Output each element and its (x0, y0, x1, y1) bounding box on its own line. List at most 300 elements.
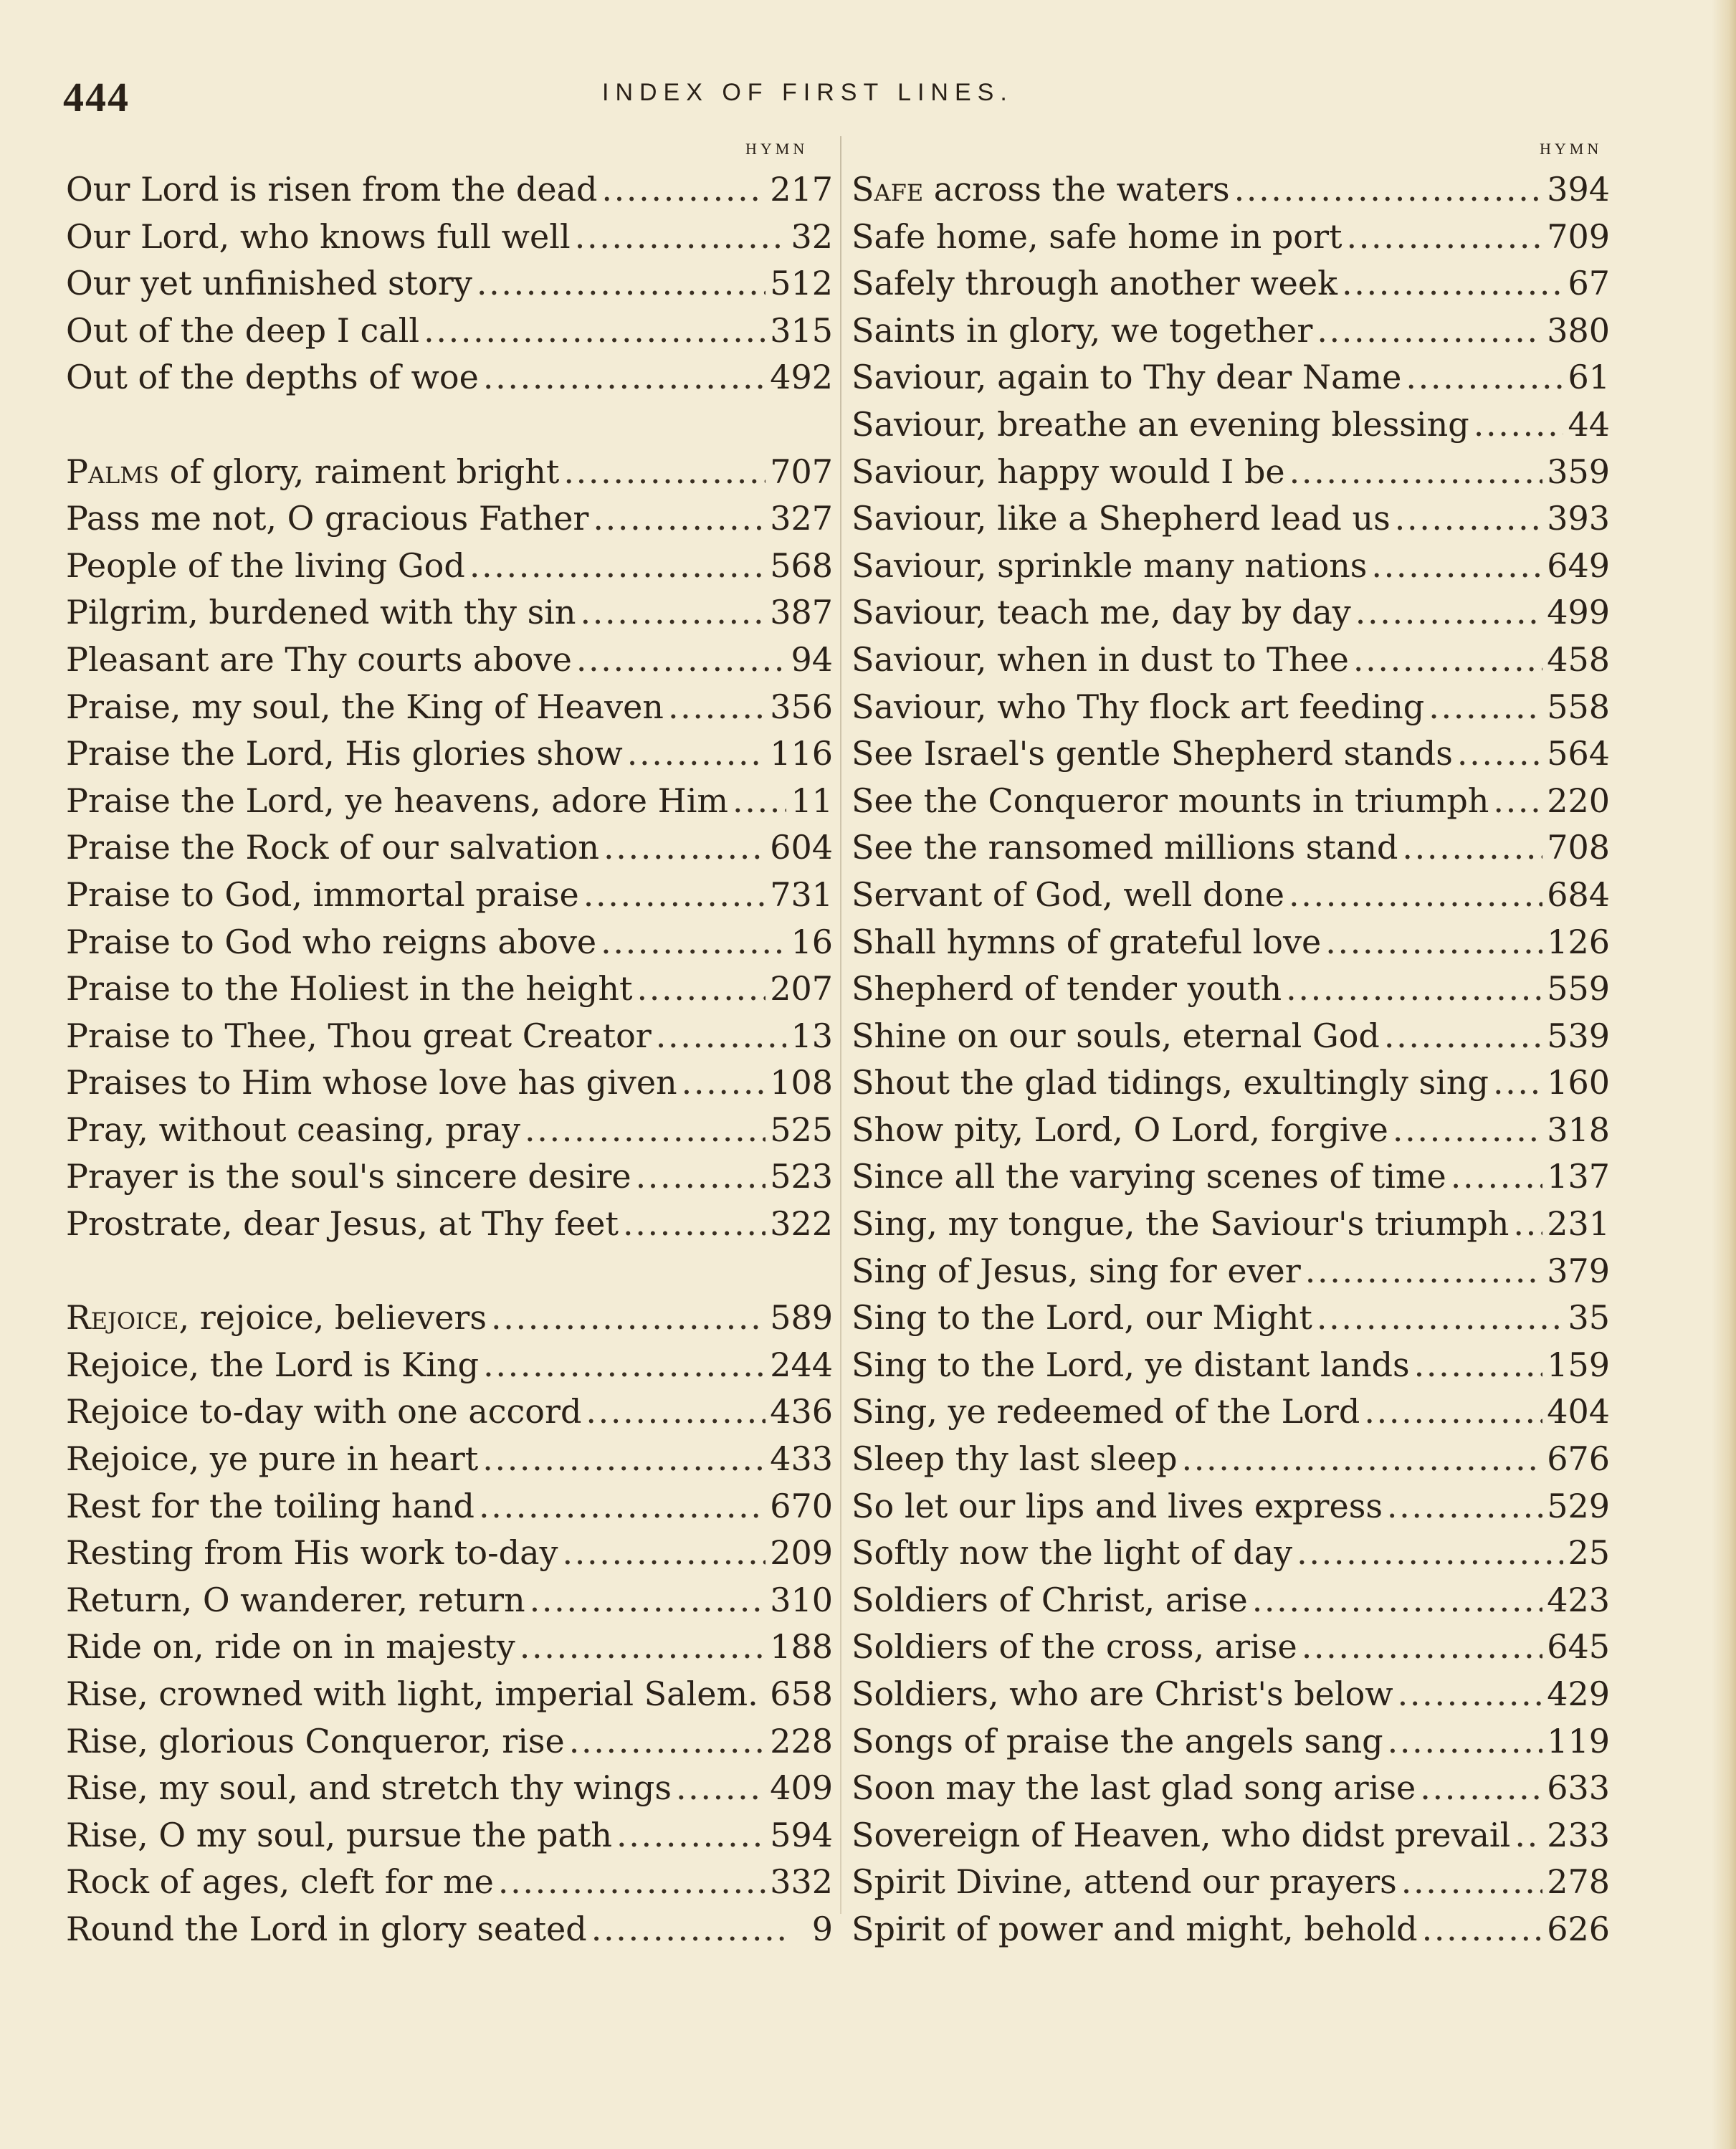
first-line-words: Saviour, breathe an evening blessing (852, 404, 1469, 444)
first-line-words: Shine on our souls, eternal God (852, 1016, 1380, 1055)
hymn-number: 589 (770, 1298, 833, 1338)
dot-leader (483, 354, 766, 401)
first-line-text (66, 214, 571, 261)
dot-leader (483, 1342, 766, 1389)
first-line-text (852, 1388, 1360, 1436)
first-line-words: Saviour, like a Shepherd lead us (852, 499, 1391, 538)
first-line-words: Praise, my soul, the King of Heaven (66, 687, 664, 726)
hymn-number: 116 (770, 734, 833, 773)
dot-leader (1398, 1671, 1543, 1718)
index-entry (852, 872, 1610, 919)
hymn-number: 529 (1547, 1486, 1610, 1525)
hymn-number: 404 (1547, 1392, 1610, 1431)
index-entry (66, 1295, 833, 1342)
first-line-text (852, 1765, 1416, 1812)
first-line-text (66, 1906, 587, 1953)
first-line-words: Sing to the Lord, ye distant lands (852, 1345, 1410, 1384)
dot-leader (1355, 589, 1542, 637)
first-line-text (852, 1718, 1383, 1766)
first-line-words: Saviour, sprinkle many nations (852, 545, 1368, 585)
index-entry (66, 1624, 833, 1671)
dot-leader (575, 214, 787, 261)
dot-leader (636, 1153, 766, 1201)
index-entry (852, 637, 1610, 684)
index-entry (66, 1153, 833, 1201)
section-lead-word: Palms (66, 452, 159, 491)
hymn-number: 327 (770, 499, 833, 538)
first-line-words: Softly now the light of day (852, 1533, 1293, 1573)
section-spacer (66, 401, 833, 449)
dot-leader (668, 684, 766, 731)
first-line-text (852, 1201, 1509, 1248)
first-line-words: across the waters (923, 170, 1230, 209)
first-line-text (66, 1859, 494, 1906)
page-number: 444 (63, 74, 130, 120)
index-entry (66, 1812, 833, 1859)
index-entry (66, 495, 833, 543)
hymn-number: 708 (1547, 828, 1610, 867)
index-entry (852, 778, 1610, 825)
first-line-words: Saviour, again to Thy dear Name (852, 358, 1402, 397)
first-line-text (852, 260, 1337, 308)
hymn-number: 393 (1547, 499, 1610, 538)
first-line-words: Soldiers of Christ, arise (852, 1580, 1248, 1619)
first-line-text (852, 166, 1230, 214)
first-line-text (852, 354, 1401, 401)
first-line-words: Servant of God, well done (852, 875, 1284, 914)
section-lead-word: Rejoice (66, 1298, 179, 1338)
right-column-label: HYMN (1540, 140, 1603, 158)
first-line-words: Shall hymns of grateful love (852, 922, 1322, 961)
first-line-words: Out of the depths of woe (66, 358, 479, 397)
first-line-text (66, 1718, 565, 1766)
hymn-number: 32 (791, 216, 833, 256)
dot-leader (1297, 1530, 1563, 1577)
first-line-words: Saviour, teach me, day by day (852, 593, 1351, 632)
hymn-number: 126 (1547, 922, 1610, 961)
index-entry (66, 1530, 833, 1577)
dot-leader (1252, 1577, 1543, 1624)
hymn-number: 233 (1547, 1815, 1610, 1854)
first-line-words: Rest for the toiling hand (66, 1486, 474, 1525)
index-entry (852, 166, 1610, 214)
dot-leader (469, 543, 766, 590)
first-line-words: Saviour, when in dust to Thee (852, 639, 1349, 679)
first-line-words: Ride on, ride on in majesty (66, 1627, 515, 1667)
first-line-words: Resting from His work to-day (66, 1533, 558, 1573)
index-entry (66, 354, 833, 401)
first-line-text (66, 166, 597, 214)
first-line-words: Praise to God who reigns above (66, 922, 597, 961)
dot-leader (601, 919, 786, 966)
hymn-number: 387 (770, 593, 833, 632)
hymn-number: 231 (1547, 1204, 1610, 1244)
first-line-text (66, 824, 599, 872)
first-line-text (66, 1671, 758, 1718)
hymn-number: 525 (770, 1110, 833, 1149)
dot-leader (1289, 449, 1543, 496)
index-entry (852, 1859, 1610, 1906)
index-entry (852, 1295, 1610, 1342)
hymn-number: 423 (1547, 1580, 1610, 1619)
first-line-text (66, 1153, 631, 1201)
dot-leader (1429, 684, 1542, 731)
first-line-words: Pleasant are Thy courts above (66, 639, 572, 679)
dot-leader (498, 1859, 766, 1906)
dot-leader (1234, 166, 1543, 214)
first-line-words: , rejoice, believers (178, 1298, 487, 1338)
dot-leader (1364, 1388, 1542, 1436)
dot-leader (563, 449, 766, 496)
dot-leader (1305, 1248, 1542, 1295)
first-line-words: Pass me not, O gracious Father (66, 499, 589, 538)
index-entry (852, 308, 1610, 355)
dot-leader (581, 589, 766, 637)
hymn-number: 159 (1547, 1345, 1610, 1384)
section-lead-word: Safe (852, 170, 924, 209)
first-line-text (66, 589, 576, 637)
hymn-number: 228 (770, 1721, 833, 1760)
index-entry (852, 1248, 1610, 1295)
first-line-words: Safe home, safe home in port (852, 216, 1342, 256)
dot-leader (1302, 1624, 1543, 1671)
first-line-words: Return, O wanderer, return (66, 1580, 525, 1619)
first-line-words: Pray, without ceasing, pray (66, 1110, 521, 1149)
hymn-number: 731 (770, 875, 833, 914)
first-line-words: Songs of praise the angels sang (852, 1721, 1383, 1760)
dot-leader (1182, 1436, 1543, 1483)
first-line-text (852, 214, 1342, 261)
index-entry (852, 1388, 1610, 1436)
first-line-text (852, 1483, 1383, 1530)
first-line-words: Shepherd of tender youth (852, 969, 1282, 1009)
index-entry (66, 1483, 833, 1530)
dot-leader (1387, 1483, 1542, 1530)
first-line-words: Our Lord is risen from the dead (66, 170, 598, 209)
dot-leader (604, 824, 766, 872)
first-line-text (66, 1483, 474, 1530)
hymn-number: 13 (791, 1016, 833, 1055)
hymn-number: 633 (1547, 1768, 1610, 1808)
index-entry (852, 1906, 1610, 1953)
dot-leader (1422, 1906, 1543, 1953)
dot-leader (1289, 872, 1542, 919)
first-line-text (852, 1812, 1510, 1859)
index-entry (852, 1436, 1610, 1483)
first-line-words: Praise the Lord, ye heavens, adore Him (66, 781, 729, 820)
dot-leader (1342, 260, 1563, 308)
hymn-number: 11 (791, 781, 833, 820)
hymn-number: 108 (770, 1063, 833, 1102)
dot-leader (1346, 214, 1542, 261)
first-line-words: Sing to the Lord, our Might (852, 1298, 1312, 1338)
hymn-number: 684 (1547, 875, 1610, 914)
first-line-text (66, 966, 633, 1013)
index-entry (852, 449, 1610, 496)
hymn-number: 278 (1547, 1862, 1610, 1902)
first-line-text (66, 1436, 478, 1483)
first-line-words: of glory, raiment bright (159, 452, 560, 491)
first-line-text (852, 1153, 1446, 1201)
first-line-text (852, 495, 1391, 543)
first-line-words: Rise, my soul, and stretch thy wings (66, 1768, 672, 1808)
first-line-text (66, 495, 588, 543)
index-entry (66, 1671, 833, 1718)
dot-leader (563, 1530, 766, 1577)
dot-leader (1406, 354, 1563, 401)
hymn-number: 676 (1547, 1439, 1610, 1479)
first-line-text (66, 1624, 515, 1671)
index-entry (852, 1530, 1610, 1577)
first-line-words: Rise, crowned with light, imperial Salem. (66, 1674, 758, 1713)
index-entry (66, 1436, 833, 1483)
first-line-text (66, 308, 419, 355)
first-line-text (852, 1107, 1388, 1154)
first-line-text (66, 1201, 619, 1248)
index-entry (66, 449, 833, 496)
hymn-number: 594 (770, 1815, 833, 1854)
dot-leader (1317, 1295, 1564, 1342)
first-line-text (852, 1624, 1297, 1671)
first-line-words: Shout the glad tidings, exultingly sing (852, 1063, 1489, 1102)
first-line-words: Our Lord, who knows full well (66, 216, 571, 256)
first-line-text (852, 1906, 1418, 1953)
column-divider (840, 136, 841, 1914)
dot-leader (733, 778, 786, 825)
first-line-text (852, 1342, 1410, 1389)
first-line-text (66, 1765, 672, 1812)
index-entry (66, 1577, 833, 1624)
left-index-column (66, 166, 833, 1953)
hymn-number: 207 (770, 969, 833, 1009)
dot-leader (1384, 1013, 1542, 1060)
dot-leader (1451, 1153, 1542, 1201)
first-line-words: Soon may the last glad song arise (852, 1768, 1416, 1808)
dot-leader (586, 1388, 766, 1436)
hymn-number: 25 (1568, 1533, 1610, 1573)
running-head: INDEX OF FIRST LINES. (602, 79, 1014, 106)
first-line-words: Saviour, happy would I be (852, 452, 1285, 491)
index-entry (852, 730, 1610, 778)
index-entry (852, 589, 1610, 637)
first-line-text (852, 1671, 1393, 1718)
index-entry (852, 1483, 1610, 1530)
dot-leader (1371, 543, 1542, 590)
dot-leader (1286, 966, 1542, 1013)
dot-leader (623, 1201, 766, 1248)
index-entry (852, 1624, 1610, 1671)
dot-leader (1414, 1342, 1543, 1389)
hymn-number: 645 (1547, 1627, 1610, 1667)
first-line-text (852, 684, 1424, 731)
first-line-words: Rise, glorious Conqueror, rise (66, 1721, 565, 1760)
first-line-words: Rejoice, the Lord is King (66, 1345, 480, 1384)
first-line-words: Prostrate, dear Jesus, at Thy feet (66, 1204, 619, 1244)
dot-leader (569, 1718, 766, 1766)
first-line-words: See the ransomed millions stand (852, 828, 1398, 867)
hymn-number: 409 (770, 1768, 833, 1808)
hymn-number: 44 (1568, 404, 1610, 444)
first-line-words: Praise to God, immortal praise (66, 875, 579, 914)
first-line-text (66, 543, 465, 590)
first-line-text (66, 637, 572, 684)
dot-leader (479, 1483, 766, 1530)
first-line-text (66, 872, 579, 919)
hymn-number: 429 (1547, 1674, 1610, 1713)
first-line-text (852, 824, 1398, 872)
index-entry (66, 730, 833, 778)
dot-leader (1402, 824, 1542, 872)
first-line-words: Rejoice to-day with one accord (66, 1392, 582, 1431)
hymn-number: 458 (1547, 639, 1610, 679)
first-line-text (66, 919, 596, 966)
hymn-number: 310 (770, 1580, 833, 1619)
first-line-words: Rejoice, ye pure in heart (66, 1439, 479, 1479)
first-line-text (852, 449, 1285, 496)
dot-leader (1493, 778, 1542, 825)
first-line-words: Rock of ages, cleft for me (66, 1862, 494, 1902)
index-entry (852, 1107, 1610, 1154)
first-line-words: Spirit of power and might, behold (852, 1909, 1418, 1948)
dot-leader (1420, 1765, 1542, 1812)
hymn-number: 318 (1547, 1110, 1610, 1149)
index-entry (66, 824, 833, 872)
dot-leader (520, 1624, 766, 1671)
hymn-number: 220 (1547, 781, 1610, 820)
hymn-number: 499 (1547, 593, 1610, 632)
dot-leader (656, 1013, 787, 1060)
hymn-number: 433 (770, 1439, 833, 1479)
dot-leader (1401, 1859, 1542, 1906)
dot-leader (1317, 308, 1542, 355)
first-line-text (852, 401, 1469, 449)
index-entry (66, 872, 833, 919)
hymn-number: 359 (1547, 452, 1610, 491)
index-entry (66, 778, 833, 825)
index-entry (852, 919, 1610, 966)
hymn-number: 356 (770, 687, 833, 726)
right-index-column (852, 166, 1610, 1953)
first-line-text (66, 260, 472, 308)
first-line-text (852, 543, 1367, 590)
dot-leader (525, 1107, 766, 1154)
dot-leader (593, 495, 766, 543)
hymn-number: 315 (770, 310, 833, 350)
hymn-number: 523 (770, 1157, 833, 1196)
first-line-words: Praise to the Holiest in the height (66, 969, 633, 1009)
first-line-words: Sleep thy last sleep (852, 1439, 1178, 1479)
first-line-words: Saints in glory, we together (852, 310, 1313, 350)
first-line-words: Praise the Rock of our salvation (66, 828, 600, 867)
first-line-words: Pilgrim, burdened with thy sin (66, 593, 576, 632)
dot-leader (627, 730, 766, 778)
first-line-text (852, 1577, 1248, 1624)
page-edge-shading (1712, 0, 1736, 2149)
index-entry (852, 1201, 1610, 1248)
dot-leader (676, 1765, 766, 1812)
first-line-text (852, 1059, 1489, 1107)
first-line-words: Prayer is the soul's sincere desire (66, 1157, 631, 1196)
index-entry (66, 589, 833, 637)
first-line-words: Spirit Divine, attend our prayers (852, 1862, 1397, 1902)
hymn-number: 61 (1568, 358, 1610, 397)
first-line-words: Sing, ye redeemed of the Lord (852, 1392, 1360, 1431)
dot-leader (637, 966, 766, 1013)
index-entry (852, 824, 1610, 872)
index-entry (852, 1153, 1610, 1201)
dot-leader (1353, 637, 1542, 684)
hymn-number: 16 (791, 922, 833, 961)
hymn-number: 558 (1547, 687, 1610, 726)
hymn-number: 492 (770, 358, 833, 397)
first-line-words: Soldiers of the cross, arise (852, 1627, 1297, 1667)
first-line-words: Sing, my tongue, the Saviour's triumph (852, 1204, 1510, 1244)
hymn-number: 539 (1547, 1016, 1610, 1055)
hymn-number: 137 (1547, 1157, 1610, 1196)
hymn-number: 604 (770, 828, 833, 867)
index-entry (66, 1859, 833, 1906)
index-entry (66, 308, 833, 355)
first-line-text (66, 1342, 479, 1389)
dot-leader (530, 1577, 766, 1624)
hymn-number: 209 (770, 1533, 833, 1573)
dot-leader (576, 637, 787, 684)
index-entry (66, 166, 833, 214)
dot-leader (477, 260, 766, 308)
index-entry (66, 1342, 833, 1389)
first-line-words: People of the living God (66, 545, 465, 585)
first-line-text (66, 1388, 581, 1436)
left-column-label: HYMN (745, 140, 809, 158)
first-line-text (852, 1530, 1292, 1577)
index-entry (852, 1718, 1610, 1766)
hymn-number: 322 (770, 1204, 833, 1244)
dot-leader (1493, 1059, 1542, 1107)
index-entry (852, 214, 1610, 261)
first-line-text (852, 1859, 1397, 1906)
first-line-words: Soldiers, who are Christ's below (852, 1674, 1393, 1713)
dot-leader (1515, 1812, 1542, 1859)
hymn-number: 626 (1547, 1909, 1610, 1948)
first-line-text (852, 1013, 1380, 1060)
first-line-text (66, 1812, 612, 1859)
dot-leader (1513, 1201, 1542, 1248)
hymn-number: 564 (1547, 734, 1610, 773)
first-line-words: Praise to Thee, Thou great Creator (66, 1016, 652, 1055)
first-line-text (852, 778, 1489, 825)
first-line-words: Praise the Lord, His glories show (66, 734, 623, 773)
hymn-number: 379 (1547, 1251, 1610, 1290)
hymn-number: 380 (1547, 310, 1610, 350)
index-entry (66, 214, 833, 261)
dot-leader (601, 166, 766, 214)
index-entry (852, 1671, 1610, 1718)
dot-leader (1474, 401, 1564, 449)
index-entry (66, 1906, 833, 1953)
hymn-number: 244 (770, 1345, 833, 1384)
index-entry (852, 543, 1610, 590)
first-line-text (852, 308, 1312, 355)
hymn-number: 9 (811, 1909, 833, 1948)
first-line-text (66, 1530, 558, 1577)
first-line-text (66, 354, 479, 401)
first-line-text (852, 872, 1284, 919)
index-entry (66, 543, 833, 590)
dot-leader (583, 872, 766, 919)
index-entry (66, 1388, 833, 1436)
index-entry (852, 401, 1610, 449)
first-line-words: Safely through another week (852, 264, 1338, 303)
